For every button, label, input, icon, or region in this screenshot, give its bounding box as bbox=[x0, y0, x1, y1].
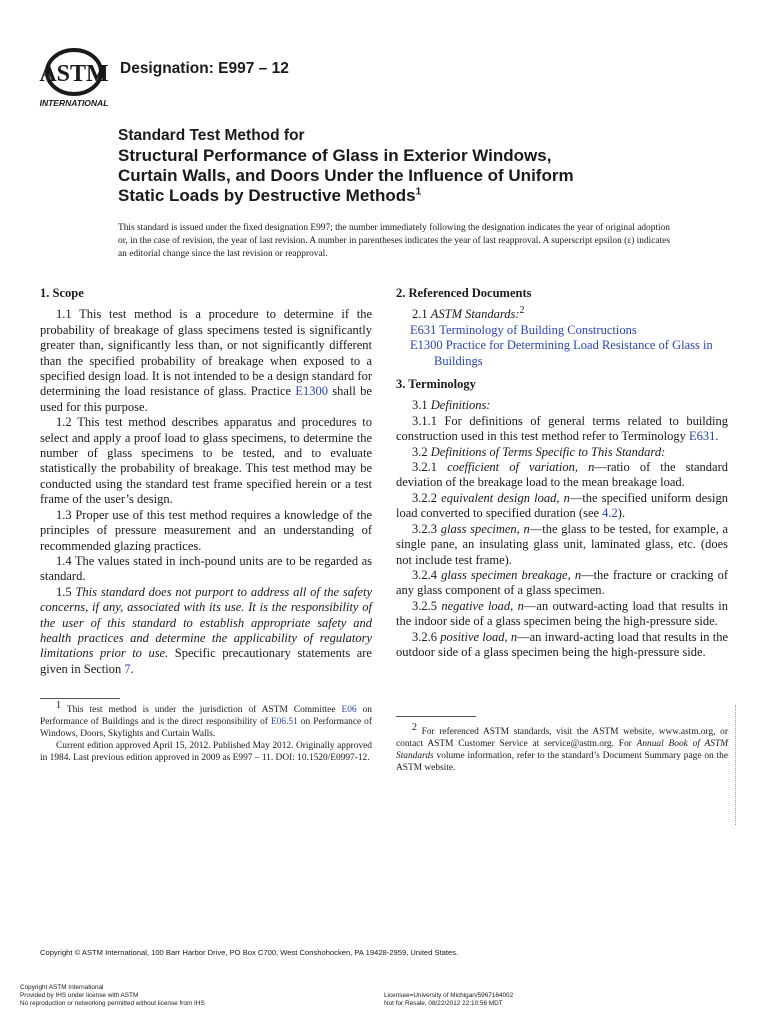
license-notice-right: Licensee=University of Michigan/5967164002 Not for Resale, 08/22/2012 22:10:56 MDT bbox=[384, 992, 514, 1007]
section-heading-terminology: 3. Terminology bbox=[396, 377, 476, 392]
link-e631[interactable]: E631 Terminology of Building Constructions bbox=[410, 322, 637, 337]
license-notice-left: Copyright ASTM International Provided by IHS under license with ASTM No reproduction or networking permitted without license from IHS bbox=[20, 984, 205, 1007]
paragraph-1-4: 1.4 The values stated in inch-pound units are to be regarded as standard. bbox=[40, 553, 372, 584]
designation: Designation: E997 – 12 bbox=[120, 60, 289, 77]
paragraph-3-1-1: 3.1.1 For definitions of general terms related to building construction used in this test method refer to Terminology E631. bbox=[396, 413, 728, 444]
definition-3-2-6: 3.2.6 positive load, n—an inward-acting load that results in the outdoor side of a glass specimen being the high-pressure side. bbox=[396, 629, 729, 659]
reference-item bbox=[396, 323, 728, 338]
link-e1300-ref[interactable]: E1300 Practice for Determining Load Resistance of Glass in Buildings bbox=[410, 338, 713, 368]
definition-3-2-1: 3.2.1 coefficient of variation, n—ratio of the standard deviation of the breakage load to the mean breakage load. bbox=[396, 460, 729, 490]
paragraph-1-3: 1.3 Proper use of this test method requires a knowledge of the principles of pressure measurement and an understanding of recommended glazing practices. bbox=[40, 507, 372, 553]
intro-notice: This standard is issued under the fixed designation E997; the number immediately following the designation indicates the year of original adoption or, in the case of revision, the year of last revision. A number in parentheses indicates the year of last reapproval. A superscript epsilon (ε) indicates an editorial change since the last revision or reapproval. bbox=[118, 223, 670, 259]
margin-dotted-line bbox=[735, 705, 736, 825]
section-heading-scope: 1. Scope bbox=[40, 286, 84, 300]
link-subcommittee-e0651[interactable]: E06.51 bbox=[270, 717, 298, 727]
definition-3-2-5: 3.2.5 negative load, n—an outward-acting load that results in the indoor side of a glass specimen being the high-pressure side. bbox=[396, 598, 728, 629]
title-prefix: Standard Test Method for bbox=[118, 127, 305, 144]
link-committee-e06[interactable]: E06 bbox=[341, 705, 357, 715]
title-footnote-mark: 1 bbox=[415, 186, 422, 198]
paragraph-1-2: 1.2 This test method describes apparatus and procedures to select and apply a proof load to glass specimens, to determine the number of glass specimens to be tested, and to evaluate statistically the probability of breakage. This test method may be conducted using the standard test frame specified herein or a test frame of the user’s design. bbox=[40, 415, 372, 507]
definition-3-2-4: 3.2.4 glass specimen breakage, n—the fracture or cracking of any glass component of a glass specimen. bbox=[396, 567, 728, 598]
subsection-3-2: 3.2 Definitions of Terms Specific to This Standard: bbox=[412, 444, 666, 459]
footnote-1-edition: Current edition approved April 15, 2012. Published May 2012. Originally approved in 1984. Last previous edition approved in 2009 as E997 – 11. DOI: 10.1520/E0997-12. bbox=[40, 741, 372, 763]
subsection-2-1: 2.1 ASTM Standards:$^2$ bbox=[412, 305, 525, 322]
reference-item bbox=[396, 338, 728, 369]
left-column bbox=[40, 286, 372, 677]
link-e1300[interactable]: E1300 bbox=[295, 384, 328, 399]
copyright-notice: Copyright © ASTM International, 100 Barr Harbor Drive, PO Box C700, West Conshohocken, PA 19428-2959, United States. bbox=[40, 948, 459, 957]
right-column bbox=[396, 286, 728, 660]
title-line-1: Structural Performance of Glass in Exterior Windows, bbox=[118, 146, 552, 165]
definition-3-2-2: 3.2.2 equivalent design load, n—the specified uniform design load converted to specified duration (see 4.2). bbox=[396, 490, 729, 521]
svg-text:INTERNATIONAL: INTERNATIONAL bbox=[39, 98, 109, 108]
section-heading-referenced-documents: 2. Referenced Documents bbox=[396, 286, 532, 300]
link-section-7[interactable]: 7 bbox=[124, 661, 131, 676]
link-4-2[interactable]: 4.2 bbox=[602, 506, 618, 521]
paragraph-1-1: 1.1 This test method is a procedure to determine if the probability of breakage of glass specimens tested is significantly greater than, significantly less than, or not significantly different than the specified probability of breakage when exposed to a specified design load. It is not intended to be a design standard for determining the load resistance of glass. Practice E1300 shall be used for this purpose. bbox=[40, 307, 372, 414]
title-line-3: Static Loads by Destructive Methods$^1$ bbox=[118, 186, 422, 205]
footnote-2: 2 For referenced ASTM standards, visit the ASTM website, www.astm.org, or contact ASTM Customer Service at service@astm.org. For Annual Book of ASTM Standards volume information, refer to the standard’s Document Summary page on the ASTM website. bbox=[396, 721, 728, 773]
footnote-divider bbox=[396, 716, 476, 717]
paragraph-1-5: 1.5 This standard does not purport to address all of the safety concerns, if any, associated with its use. It is the responsibility of the user of this standard to establish appropriate safety and health practices and determine the applicability of regulatory limitations prior to use. Specific precautionary statements are given in Section 7. bbox=[40, 584, 372, 676]
svg-text:ASTM: ASTM bbox=[39, 61, 109, 87]
document-title bbox=[118, 126, 678, 206]
title-line-2: Curtain Walls, and Doors Under the Influence of Uniform bbox=[118, 166, 574, 185]
footnote-divider bbox=[40, 698, 120, 699]
definition-3-2-3: 3.2.3 glass specimen, n—the glass to be tested, for example, a single pane, an insulating glass unit, laminated glass, etc. (does not include test frame). bbox=[396, 521, 729, 567]
footnote-1: 1 This test method is under the jurisdiction of ASTM Committee E06 on Performance of Buildings and is the direct responsibility of E06.51 on Performance of Windows, Doors, Skylights and Curtain Walls. Current edition approved April 15, 2012. Published May 2012. Originally approved in 1984. Last previous edition approved in 2009 as E997 – 11. DOI: 10.1520/E0997-12. bbox=[40, 699, 372, 763]
link-e631-terminology[interactable]: E631 bbox=[688, 429, 716, 444]
astm-logo bbox=[38, 48, 112, 110]
subsection-3-1: 3.1 Definitions: bbox=[412, 398, 491, 413]
